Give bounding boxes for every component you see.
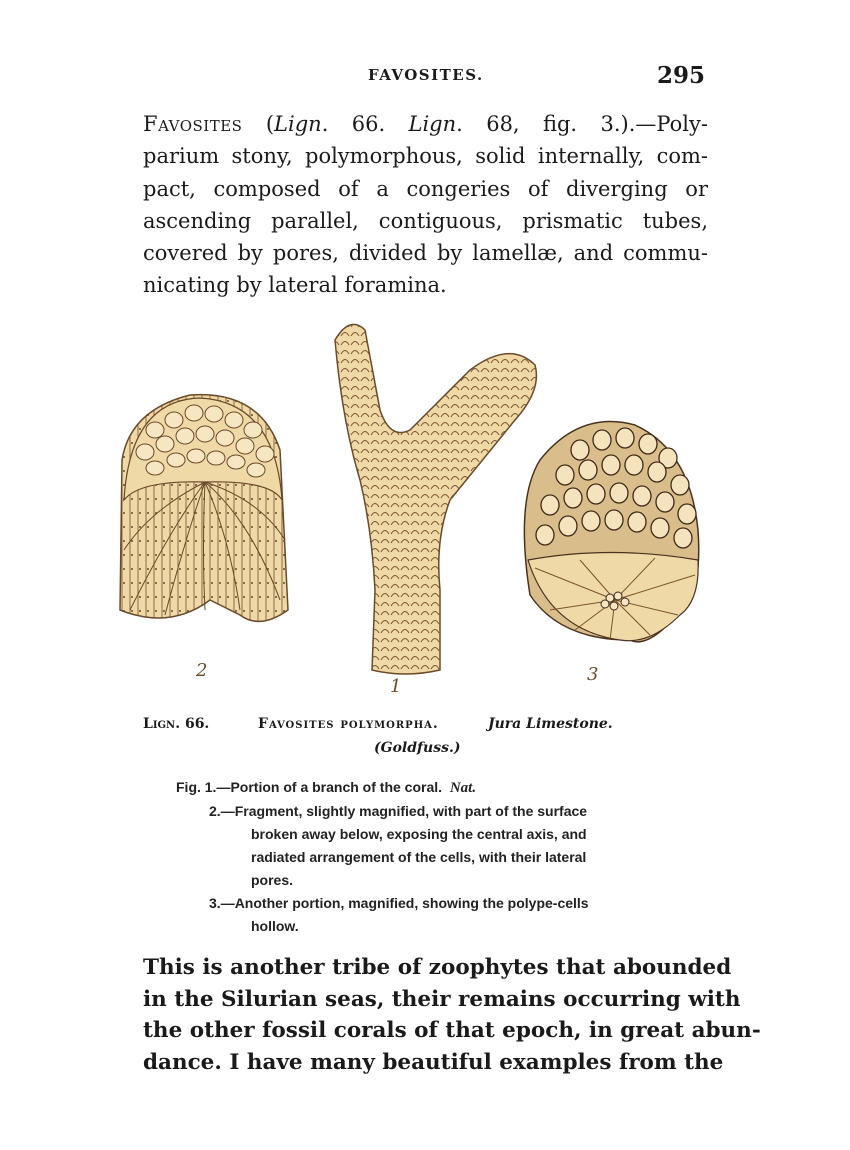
legend-num-1: Fig. 1.	[176, 779, 217, 795]
branch-figure	[335, 324, 536, 674]
figure-label-3: 3	[587, 664, 599, 685]
intro-line-1-mid: . 66.	[321, 112, 409, 136]
closing-paragraph	[143, 952, 761, 1078]
genus-name: Favosites	[143, 112, 243, 136]
legend-text-2-cont-2: radiated arrangement of the cells, with their lateral	[251, 849, 587, 865]
intro-line-5: covered by pores, divided by lamellæ, and commu-	[143, 241, 708, 266]
outro-line-4: dance. I have many beautiful examples from the	[143, 1049, 724, 1075]
figure-legend	[176, 776, 676, 938]
caption-lign: Lign. 66.	[143, 716, 210, 732]
outro-line-1: This is another tribe of zoophytes that abounded	[143, 955, 732, 980]
running-title: FAVOSITES.	[368, 66, 484, 84]
legend-text-1: —Portion of a branch of the coral.	[216, 779, 443, 795]
intro-line-1-rest: . 68, fig. 3.).—Poly-	[456, 112, 708, 136]
legend-text-2-cont-3: pores.	[251, 872, 294, 888]
fragment-figure	[120, 395, 288, 622]
legend-note-1: Nat.	[449, 780, 477, 796]
figure-label-2: 2	[196, 660, 208, 681]
lign-ref-1: Lign	[274, 112, 322, 136]
legend-text-3-cont-1: hollow.	[251, 918, 299, 934]
lign-ref-2: Lign	[408, 112, 457, 136]
legend-item-2	[176, 800, 676, 892]
outro-line-3: the other fossil corals of that epoch, in great abun-	[143, 1018, 761, 1043]
legend-text-2-cont-1: broken away below, exposing the central axis, and	[251, 826, 587, 842]
legend-item-1	[176, 776, 676, 800]
intro-line-6: nicating by lateral foramina.	[143, 273, 447, 298]
intro-line-2: parium stony, polymorphous, solid internally, com-	[143, 144, 708, 169]
page-number: 295	[657, 62, 706, 89]
running-head	[0, 62, 850, 92]
caption-title: Favosites polymorpha.	[258, 716, 439, 732]
legend-item-3	[176, 892, 676, 938]
intro-line-1-pre: (	[242, 112, 275, 136]
intro-line-4: ascending parallel, contiguous, prismatic tubes,	[143, 208, 708, 233]
coral-illustration	[110, 310, 730, 700]
legend-text-2: —Fragment, slightly magnified, with part of the surface	[220, 803, 588, 819]
intro-line-1	[143, 108, 708, 140]
intro-paragraph	[143, 108, 708, 302]
intro-line-3: pact, composed of a congeries of diverging or	[143, 176, 708, 201]
caption-authority: (Goldfuss.)	[374, 740, 461, 756]
legend-text-3: —Another portion, magnified, showing the polype-cells	[220, 895, 589, 911]
outro-line-2: in the Silurian seas, their remains occurring with	[143, 986, 741, 1012]
figure-label-1: 1	[390, 676, 402, 697]
legend-num-2: 2.	[209, 803, 221, 819]
caption-location: Jura Limestone.	[488, 716, 613, 732]
magnified-figure	[524, 422, 698, 642]
legend-num-3: 3.	[209, 895, 221, 911]
